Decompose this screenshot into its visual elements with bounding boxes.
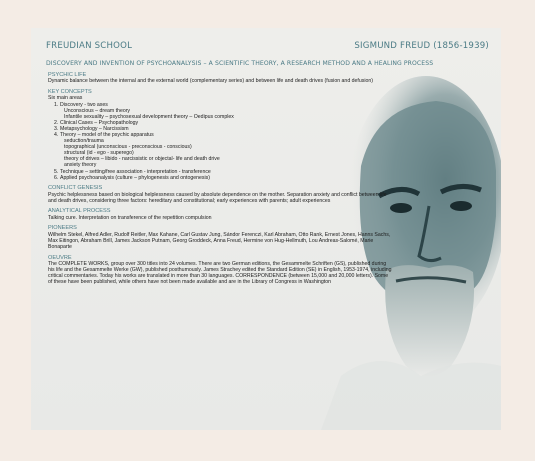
section-key-concepts	[48, 89, 393, 181]
section-pioneers	[48, 225, 393, 250]
section-heading: PSYCHIC LIFE	[48, 72, 87, 78]
section-analytical-process	[48, 208, 393, 221]
list-subitem: theory of drives – libido - narcissistic or objectal- life and death drive	[64, 156, 220, 163]
author-title: SIGMUND FREUD (1856-1939)	[354, 41, 489, 51]
list-item: 4. Theory – model of the psychic apparatus	[54, 131, 154, 138]
list-subitem: topographical (unconscious - preconscious - conscious)	[64, 144, 192, 151]
section-text: Dynamic balance between the internal and the external world (complementary series) and between life and death drives (fusion and defusion)	[48, 78, 373, 85]
section-heading: ANALYTICAL PROCESS	[48, 208, 111, 215]
list-item: 1. Discovery - two axes	[54, 101, 108, 108]
section-text: Talking cure. Interpretation on transference of the repetition compulsion	[48, 214, 212, 221]
section-heading: KEY CONCEPTS	[48, 89, 92, 95]
list-subitem: Infantile sexuality – psychosexual development theory – Oedipus complex	[64, 113, 234, 120]
section-text: The COMPLETE WORKS, group over 300 titles into 24 volumes. There are two German editions, the Gesammelte Schriften (GS), published during his life and the Gesammelte Werke (GW), published posthumously. James Strachey edited the Standard Edition (SE) in English, 1953-1974, including critical commentaries. Today his works are translated in more than 30 languages. CORRESPONDENCE (between 15,000 and 20,000 letters). Some of these have been published, while others have not been made available and are in the Library of Congress in Washington	[48, 260, 392, 286]
list-item: 6. Applied psychoanalysis (culture – phylogenesis and ontogenesis)	[54, 174, 210, 181]
content	[48, 72, 393, 290]
list-subitem: Unconscious – dream theory	[64, 107, 131, 114]
list-subitem: seduction/trauma	[64, 138, 104, 145]
list-item: 5. Technique – setting/free association - interpretation - transference	[54, 168, 211, 175]
section-text: Psychic helplessness based on biological helplessness caused by absolute dependence on the mother. Separation anxiety and conflict between life and death drives, considering three factors: hereditary and constitutional; early experiences with parents; adult experiences	[48, 191, 387, 204]
subtitle: DISCOVERY AND INVENTION OF PSYCHOANALYSIS – A SCIENTIFIC THEORY, A RESEARCH METHOD AND A HEALING PROCESS	[46, 60, 434, 67]
section-psychic-life	[48, 72, 393, 85]
list-item: 3. Metapsychology – Narcissism	[54, 125, 129, 132]
section-text: Wilhelm Stekel, Alfred Adler, Rudolf Reitler, Max Kahane, Carl Gustav Jung, Sándor Ferenczi, Karl Abraham, Otto Rank, Ernest Jones, Hanns Sachs, Max Eitingon, Abraham Brill, James Jackson Putnam, Georg Groddeck, Anna Freud, Hermine von Hug-Hellmuth, Lou Andreas-Salomé, Marie Bonaparte	[48, 231, 391, 250]
section-oeuvre	[48, 255, 393, 286]
list-item: 2. Clinical Cases – Psychopathology	[54, 119, 139, 126]
section-heading: OEUVRE	[48, 254, 72, 261]
info-card	[31, 28, 501, 430]
list-subitem: anxiety theory	[64, 162, 97, 169]
list-subitem: structural (id - ego - superego)	[64, 150, 134, 157]
section-conflict-genesis	[48, 185, 393, 204]
section-heading: CONFLICT GENESIS	[48, 185, 103, 192]
key-concepts-intro: Six main areas	[48, 95, 83, 102]
school-title: FREUDIAN SCHOOL	[46, 41, 133, 51]
section-heading: PIONEERS	[48, 225, 77, 232]
